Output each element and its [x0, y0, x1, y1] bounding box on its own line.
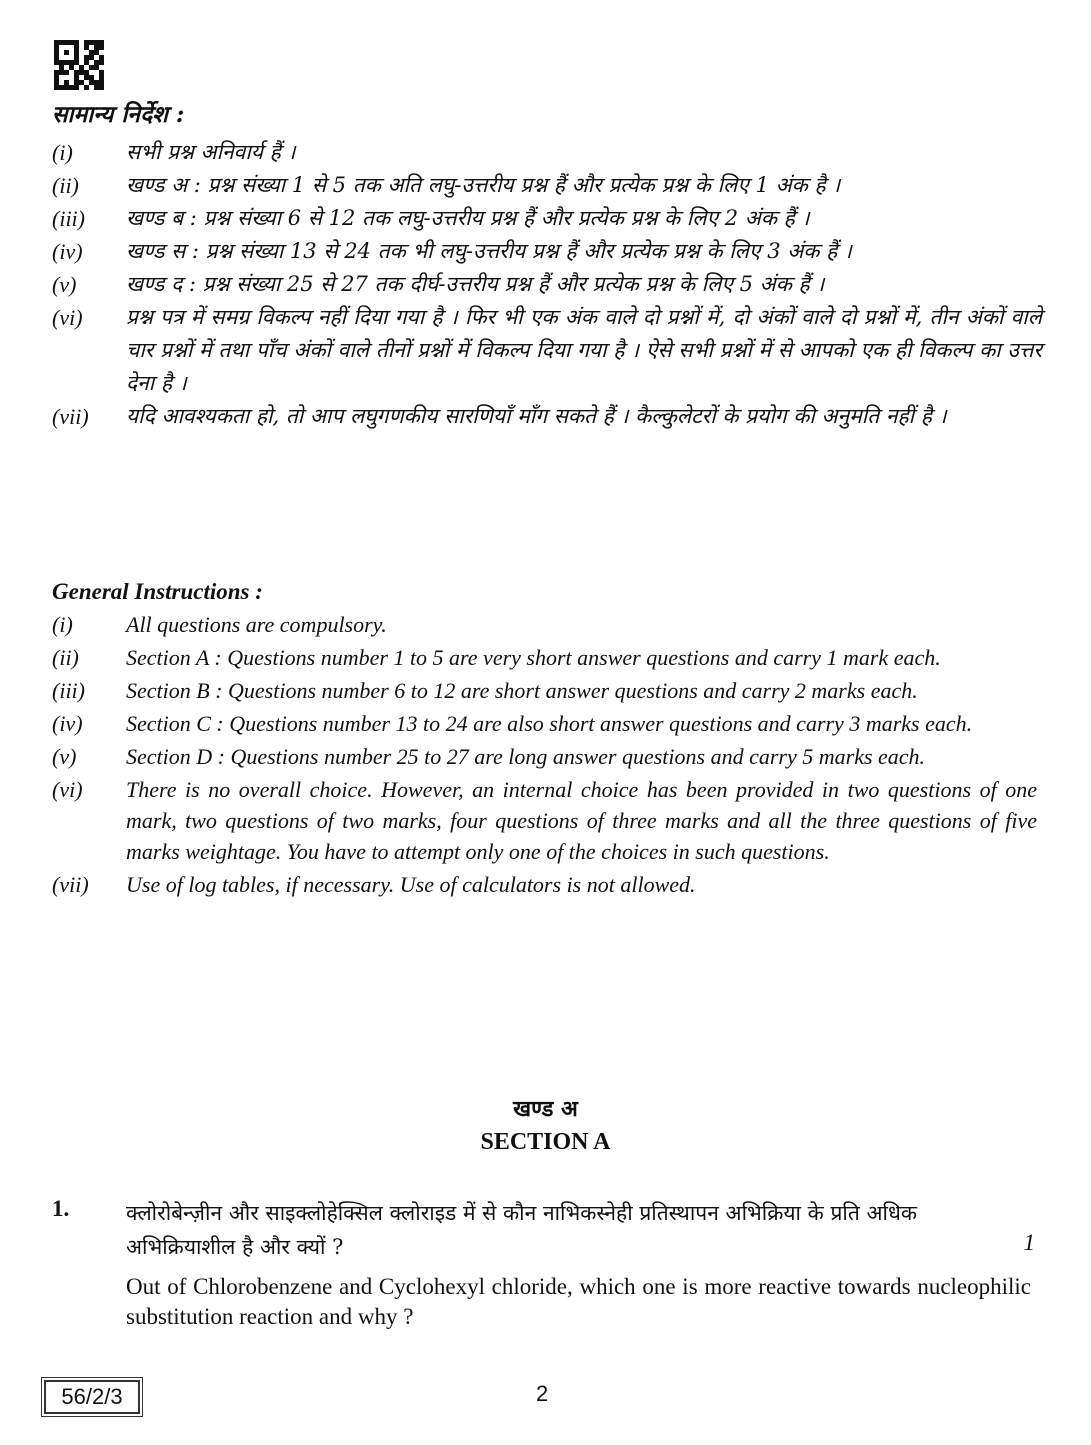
en-item-number: (iv) [52, 711, 83, 736]
question-marks: 1 [1023, 1230, 1035, 1255]
hi-item [52, 400, 1042, 433]
hi-item [52, 169, 1042, 202]
en-item [52, 708, 1037, 739]
en-item [52, 869, 1037, 900]
hindi-instructions-list [52, 136, 1042, 433]
general-instructions-heading: General Instructions : [52, 579, 263, 604]
hi-item [52, 202, 1042, 235]
page-number: 2 [536, 1381, 549, 1406]
en-item-number: (v) [52, 744, 77, 769]
en-item-text: There is no overall choice. However, an internal choice has been provided in two questions of one mark, two questions of two marks, four questions of three marks and all the three questions of five marks weightage. You have to attempt only one of the choices in such questions. [126, 777, 1037, 864]
hindi-instructions [52, 100, 1042, 433]
hindi-instructions-heading: सामान्य निर्देश : [52, 101, 185, 128]
en-item-number: (vii) [52, 872, 89, 897]
hi-item-number: (iii) [52, 206, 85, 231]
en-item-number: (vi) [52, 777, 83, 802]
paper-code-box: 56/2/3 [44, 1380, 140, 1414]
question-number: 1. [52, 1196, 70, 1221]
en-item-text: Section A : Questions number 1 to 5 are very short answer questions and carry 1 mark each. [126, 645, 941, 670]
en-item [52, 675, 1037, 706]
qr-code-icon [54, 40, 104, 90]
hi-item [52, 136, 1042, 169]
en-item-text: Section C : Questions number 13 to 24 are also short answer questions and carry 3 marks each. [126, 711, 973, 736]
en-item-text: Section D : Questions number 25 to 27 are long answer questions and carry 5 marks each. [126, 744, 926, 769]
hi-item-text: खण्ड अ : प्रश्न संख्या 1 से 5 तक अति लघु-उत्तरीय प्रश्न हैं और प्रत्येक प्रश्न के लिए 1 अंक है । [126, 173, 841, 197]
en-item-text: All questions are compulsory. [126, 612, 387, 637]
en-item [52, 741, 1037, 772]
hi-item-text: प्रश्न पत्र में समग्र विकल्प नहीं दिया गया है । फिर भी एक अंक वाले दो प्रश्नों में, दो अंकों वाले दो प्रश्नों में, तीन अंकों वाले चार प्रश्नों में तथा पाँच अंकों वाले तीनों प्रश्नों में विकल्प दिया गया है । ऐसे सभी प्रश्नों में से आपको एक ही विकल्प का उत्तर देना है । [126, 305, 1042, 395]
hi-item-text: सभी प्रश्न अनिवार्य हैं । [126, 140, 296, 164]
hi-item-number: (vi) [52, 305, 83, 330]
hi-item-number: (v) [52, 272, 77, 297]
en-item-number: (i) [52, 612, 73, 637]
hi-item-text: खण्ड स : प्रश्न संख्या 13 से 24 तक भी लघु-उत्तरीय प्रश्न हैं और प्रत्येक प्रश्न के लिए 3 अंक हैं । [126, 239, 852, 263]
en-item-number: (ii) [52, 645, 79, 670]
general-instructions-list [52, 609, 1037, 900]
en-item [52, 609, 1037, 640]
en-item-number: (iii) [52, 678, 85, 703]
en-item [52, 642, 1037, 673]
hi-item-text: यदि आवश्यकता हो, तो आप लघुगणकीय सारणियाँ माँग सकते हैं । कैल्कुलेटरों के प्रयोग की अनुमति नहीं है । [126, 404, 947, 428]
en-item [52, 774, 1037, 867]
hi-item-text: खण्ड ब : प्रश्न संख्या 6 से 12 तक लघु-उत्तरीय प्रश्न हैं और प्रत्येक प्रश्न के लिए 2 अंक हैं । [126, 206, 810, 230]
hi-item [52, 268, 1042, 301]
hi-item-number: (vii) [52, 404, 89, 429]
section-title-english: SECTION A [480, 1129, 611, 1155]
en-item-text: Use of log tables, if necessary. Use of calculators is not allowed. [126, 872, 696, 897]
question-text-english: Out of Chlorobenzene and Cyclohexyl chloride, which one is more reactive towards nucleophilic substitution reaction and why ? [126, 1274, 1031, 1329]
hi-item-text: खण्ड द : प्रश्न संख्या 25 से 27 तक दीर्घ-उत्तरीय प्रश्न हैं और प्रत्येक प्रश्न के लिए 5 अंक हैं । [126, 272, 825, 296]
question-text-hindi: क्लोरोबेन्ज़ीन और साइक्लोहेक्सिल क्लोराइड में से कौन नाभिकस्नेही प्रतिस्थापन अभिक्रिया के प्रति अधिक अभिक्रियाशील है और क्यों ? [126, 1201, 918, 1259]
general-instructions [52, 575, 1037, 902]
hi-item-number: (i) [52, 140, 73, 165]
hi-item [52, 301, 1042, 400]
section-title-hindi: खण्ड अ [513, 1096, 578, 1122]
hi-item-number: (ii) [52, 173, 79, 198]
hi-item [52, 235, 1042, 268]
hi-item-number: (iv) [52, 239, 83, 264]
en-item-text: Section B : Questions number 6 to 12 are short answer questions and carry 2 marks each. [126, 678, 918, 703]
